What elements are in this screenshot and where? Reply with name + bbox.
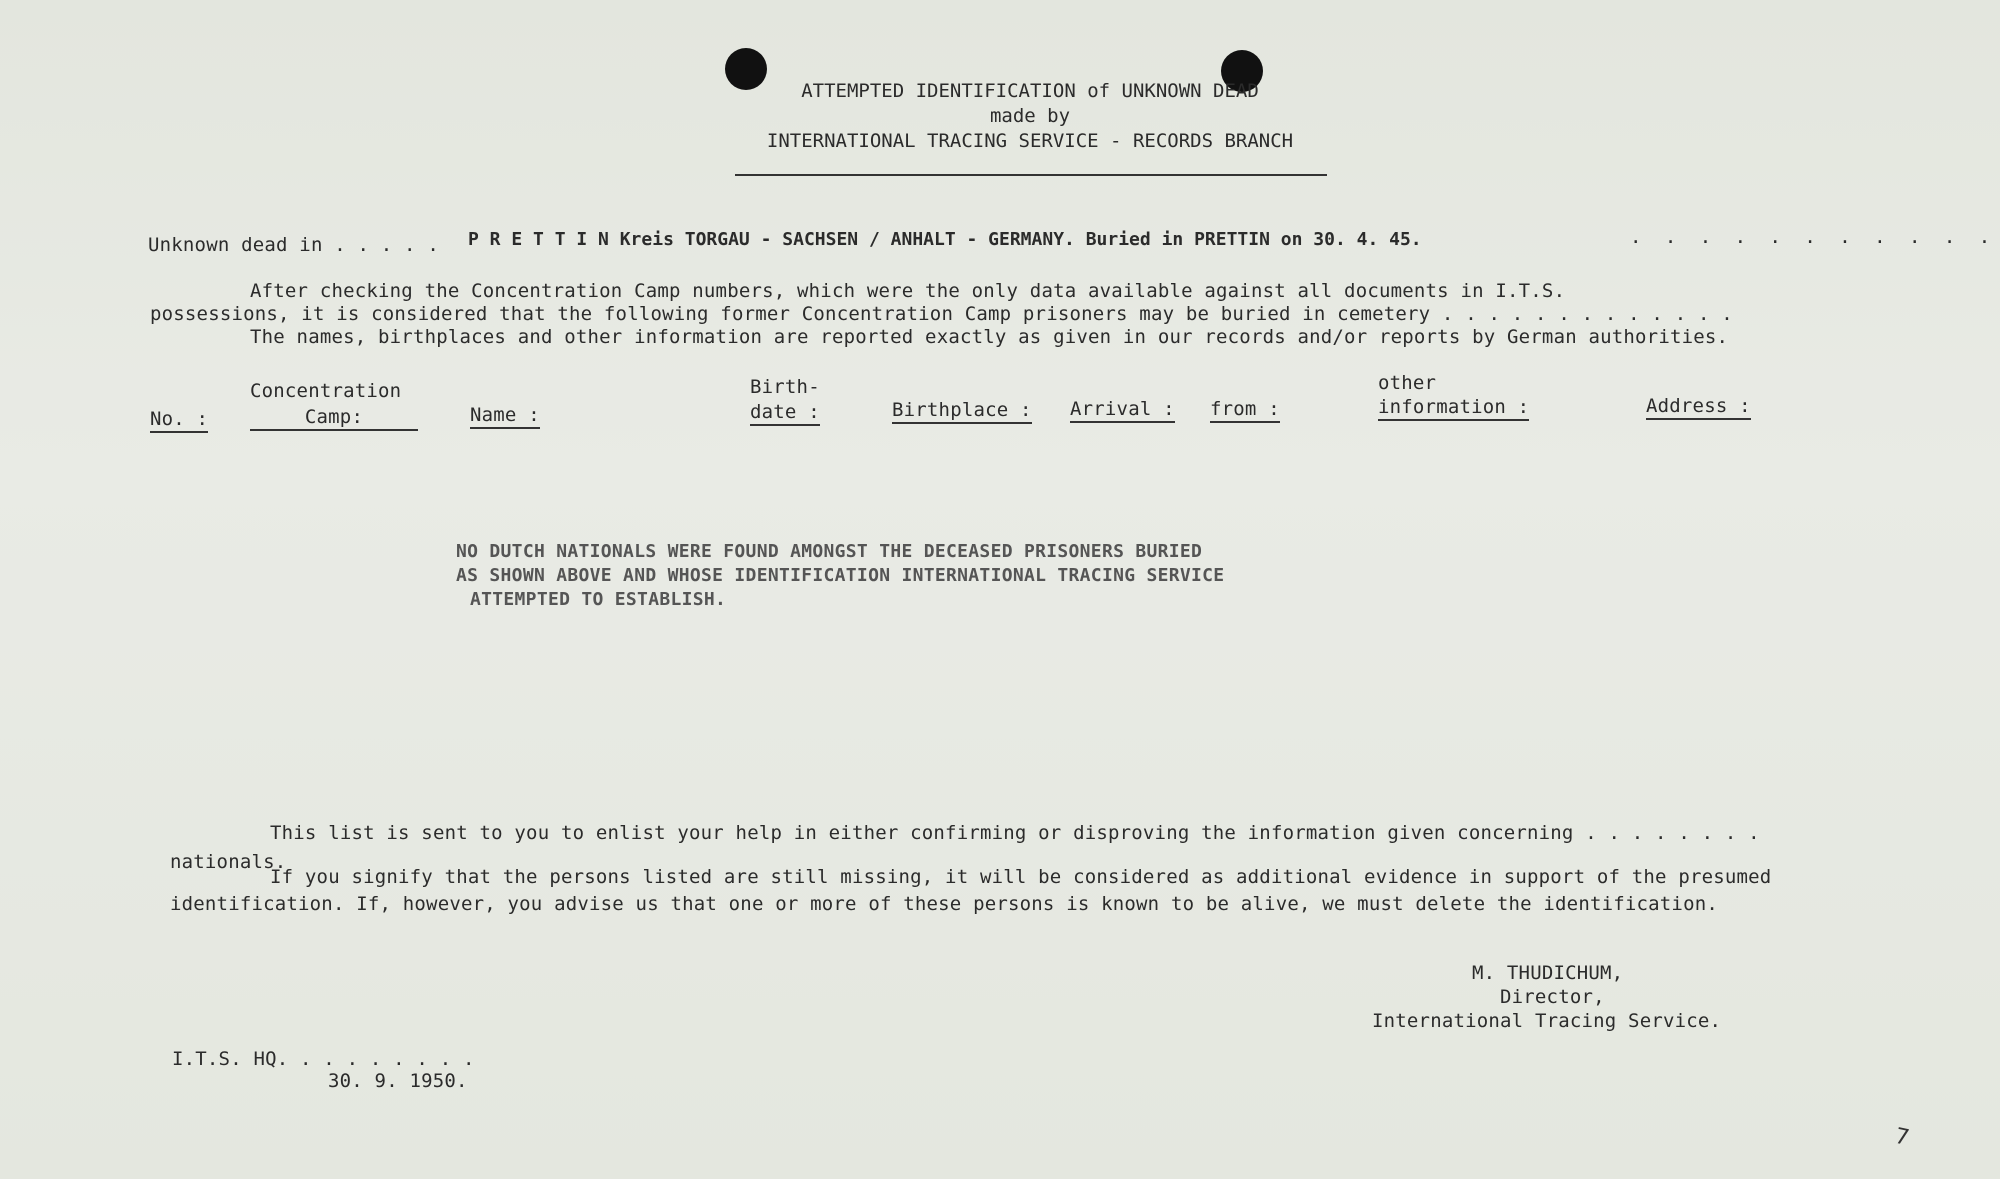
column-other-bottom: information : xyxy=(1378,396,1529,421)
signature-organization: International Tracing Service. xyxy=(1372,1010,1722,1032)
column-camp-top: Concentration xyxy=(250,380,402,402)
column-other-top: other xyxy=(1378,372,1437,394)
stamp-line-3: ATTEMPTED TO ESTABLISH. xyxy=(470,589,727,610)
column-from: from : xyxy=(1210,398,1280,423)
header-rule xyxy=(735,174,1327,176)
column-no: No. : xyxy=(150,408,208,433)
corner-mark: 7 xyxy=(1892,1123,1912,1152)
footer-date: 30. 9. 1950. xyxy=(328,1070,468,1092)
intro-line-3: The names, birthplaces and other information are reported exactly as given in our records and/or reports by German authorities. xyxy=(250,326,1729,348)
column-camp-bottom: Camp: xyxy=(250,406,418,431)
request-line-3: If you signify that the persons listed are still missing, it will be considered as additional evidence in support of the presumed xyxy=(270,866,1772,888)
signature-title: Director, xyxy=(1500,986,1605,1008)
column-birthdate-bottom: date : xyxy=(750,401,820,426)
request-line-1: This list is sent to you to enlist your help in either confirming or disproving the information given concerning . . . . . . . . xyxy=(270,822,1760,844)
header-organization: INTERNATIONAL TRACING SERVICE - RECORDS BRANCH xyxy=(766,130,1294,152)
stamp-line-1: NO DUTCH NATIONALS WERE FOUND AMONGST THE DECEASED PRISONERS BURIED xyxy=(456,541,1203,562)
unknown-dead-dots: . . . . . . . . . . . xyxy=(1630,226,1997,248)
column-arrival: Arrival : xyxy=(1070,398,1175,423)
column-address: Address : xyxy=(1646,395,1751,420)
intro-line-2: possessions, it is considered that the following former Concentration Camp prisoners may be buried in cemetery . . . . . . . . . . . . . xyxy=(150,303,1733,325)
stamp-line-2: AS SHOWN ABOVE AND WHOSE IDENTIFICATION INTERNATIONAL TRACING SERVICE xyxy=(456,565,1225,586)
request-line-2: nationals. xyxy=(170,851,287,873)
footer-office: I.T.S. HQ. . . . . . . . . xyxy=(172,1048,475,1070)
request-line-4: identification. If, however, you advise us that one or more of these persons is known to be alive, we must delete the identification. xyxy=(170,893,1718,915)
intro-line-1: After checking the Concentration Camp numbers, which were the only data available against all documents in I.T.S. xyxy=(250,280,1566,302)
header-title: ATTEMPTED IDENTIFICATION of UNKNOWN DEAD xyxy=(801,80,1259,102)
unknown-dead-place: P R E T T I N Kreis TORGAU - SACHSEN / ANHALT - GERMANY. Buried in PRETTIN on 30. 4. 45. xyxy=(468,229,1422,250)
unknown-dead-label: Unknown dead in . . . . . xyxy=(148,234,439,256)
column-name: Name : xyxy=(470,404,540,429)
header-made-by: made by xyxy=(989,105,1071,127)
column-birthplace: Birthplace : xyxy=(892,399,1032,424)
signature-name: M. THUDICHUM, xyxy=(1472,962,1624,984)
column-birthdate-top: Birth- xyxy=(750,376,820,398)
